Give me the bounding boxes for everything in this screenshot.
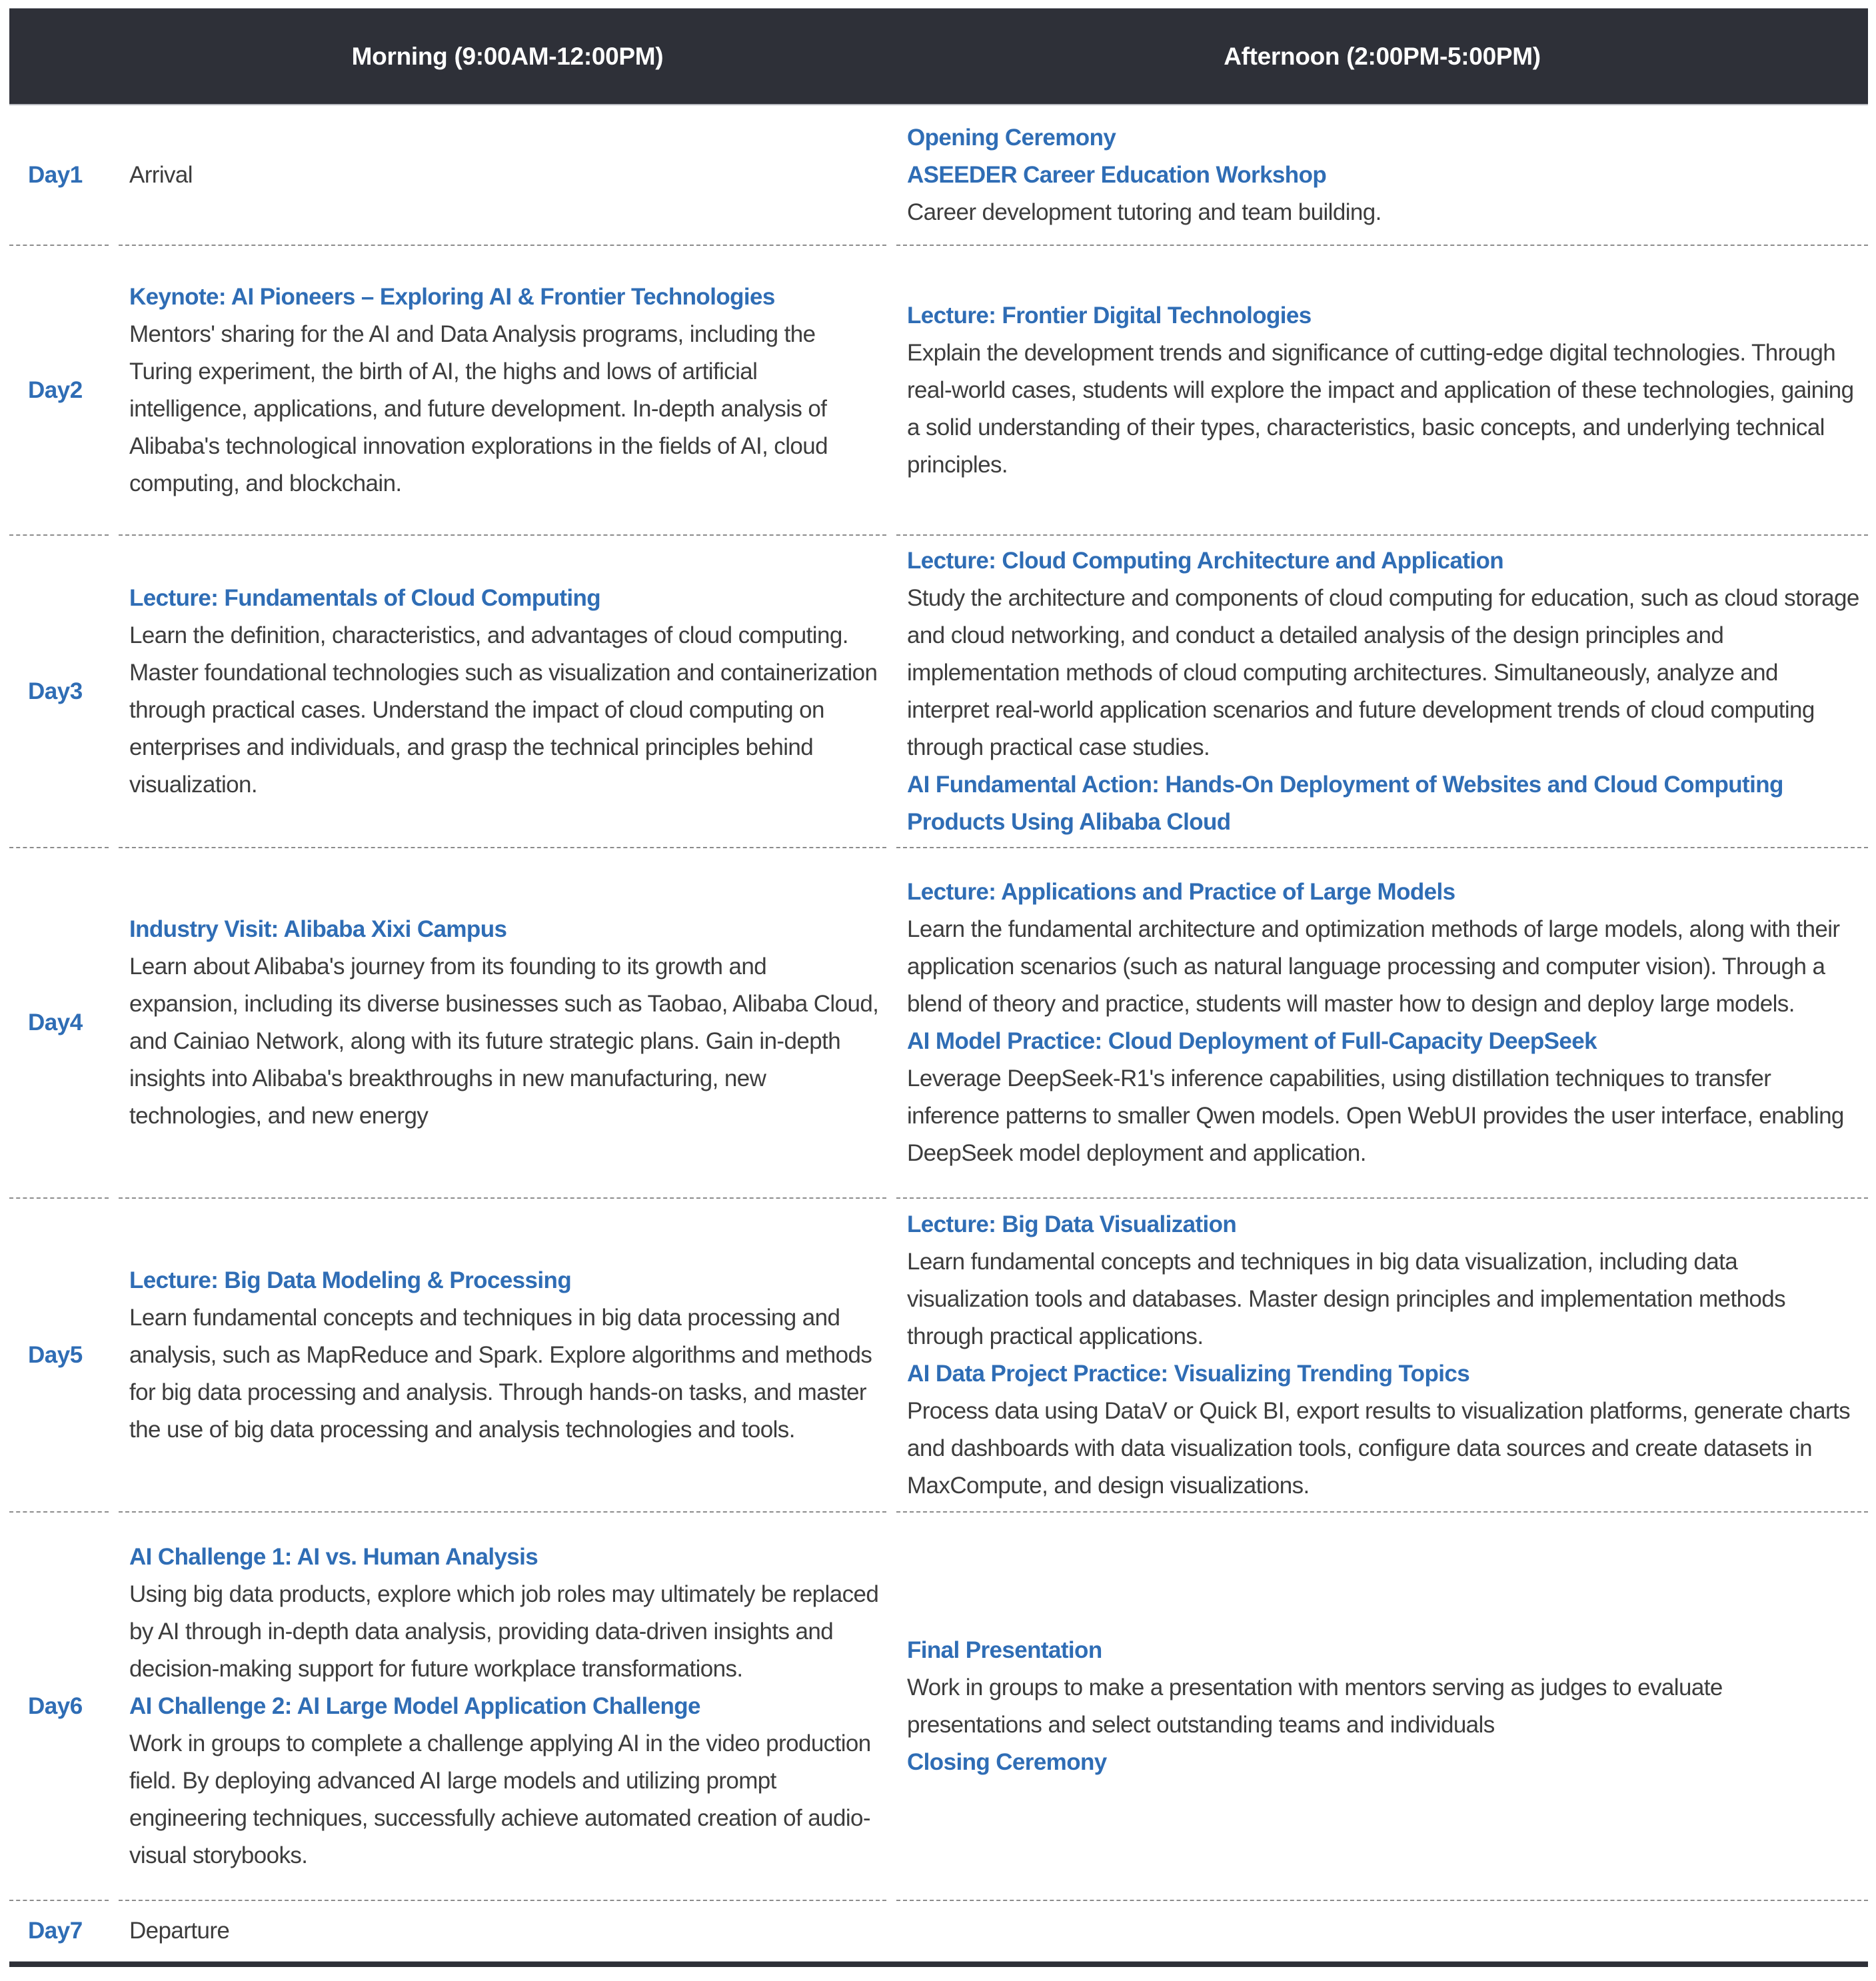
afternoon-cell bbox=[896, 848, 1868, 1199]
day-label: Day2 bbox=[28, 376, 83, 403]
day-cell bbox=[9, 246, 109, 536]
session-description: Work in groups to complete a challenge applying AI in the video production field. By deploying advanced AI large models and utilizing prompt engineering techniques, successfully achieve automated creation of audio-visual storybooks. bbox=[129, 1730, 871, 1868]
session-title: Lecture: Frontier Digital Technologies bbox=[907, 302, 1312, 329]
session-title: Lecture: Cloud Computing Architecture and Application bbox=[907, 547, 1504, 574]
table-body bbox=[9, 105, 1868, 1961]
session-description: Explain the development trends and significance of cutting-edge digital technologies. Through real-world cases, students will explore the impact and application of these technologies, gaining a solid understanding of their types, characteristics, basic concepts, and underlying technical principles. bbox=[907, 339, 1854, 478]
day-label: Day5 bbox=[28, 1341, 83, 1368]
table-row bbox=[9, 105, 1868, 246]
morning-cell bbox=[119, 246, 886, 536]
morning-cell bbox=[119, 1199, 886, 1513]
table-row bbox=[9, 1901, 1868, 1961]
session-title: Industry Visit: Alibaba Xixi Campus bbox=[129, 916, 507, 942]
afternoon-cell bbox=[896, 1199, 1868, 1513]
header-afternoon: Afternoon (2:00PM-5:00PM) bbox=[1224, 42, 1541, 70]
morning-cell bbox=[119, 1901, 886, 1961]
session-text: Arrival bbox=[129, 161, 193, 188]
session-description: Process data using DataV or Quick BI, export results to visualization platforms, generate charts and dashboards with data visualization tools, configure data sources and create datasets in MaxCompute, and design visualizations. bbox=[907, 1397, 1851, 1499]
day-label: Day3 bbox=[28, 678, 83, 704]
session-title: Closing Ceremony bbox=[907, 1748, 1107, 1775]
session-description: Leverage DeepSeek-R1's inference capabilities, using distillation techniques to transfer inference patterns to smaller Qwen models. Open WebUI provides the user interface, enabling DeepSeek model deployment and application. bbox=[907, 1065, 1844, 1166]
day-cell bbox=[9, 1513, 109, 1901]
schedule-table bbox=[9, 8, 1868, 1967]
table-row bbox=[9, 1199, 1868, 1513]
session-text: Departure bbox=[129, 1918, 230, 1944]
session-description: Career development tutoring and team building. bbox=[907, 199, 1382, 225]
day-cell bbox=[9, 848, 109, 1199]
session-title: ASEEDER Career Education Workshop bbox=[907, 161, 1327, 188]
session-description: Learn the definition, characteristics, and advantages of cloud computing. Master foundational technologies such as visualization and containerization through practical cases. Understand the impact of cloud computing on enterprises and individuals, and grasp the technical principles behind visualization. bbox=[129, 622, 878, 798]
session-title: Lecture: Big Data Modeling & Processing bbox=[129, 1267, 572, 1293]
day-cell bbox=[9, 536, 109, 848]
morning-cell bbox=[119, 1513, 886, 1901]
day-label: Day4 bbox=[28, 1009, 83, 1035]
session-description: Learn the fundamental architecture and optimization methods of large models, along with their application scenarios (such as natural language processing and computer vision). Through a blend of theory and practice, students will master how to design and deploy large models. bbox=[907, 916, 1840, 1017]
day-label: Day6 bbox=[28, 1692, 83, 1719]
session-title: Lecture: Fundamentals of Cloud Computing bbox=[129, 584, 601, 611]
session-description: Learn fundamental concepts and techniques in big data visualization, including data visualization tools and databases. Master design principles and implementation methods through practical applications. bbox=[907, 1248, 1786, 1349]
session-title: Lecture: Applications and Practice of Large Models bbox=[907, 879, 1455, 905]
session-title: Final Presentation bbox=[907, 1637, 1102, 1663]
session-title: Lecture: Big Data Visualization bbox=[907, 1211, 1237, 1237]
afternoon-cell bbox=[896, 246, 1868, 536]
table-row bbox=[9, 1513, 1868, 1901]
morning-cell bbox=[119, 536, 886, 848]
session-title: AI Data Project Practice: Visualizing Trending Topics bbox=[907, 1360, 1470, 1387]
day-label: Day7 bbox=[28, 1918, 83, 1944]
session-title: Keynote: AI Pioneers – Exploring AI & Frontier Technologies bbox=[129, 283, 775, 310]
morning-cell bbox=[119, 848, 886, 1199]
session-description: Study the architecture and components of cloud computing for education, such as cloud storage and cloud networking, and conduct a detailed analysis of the design principles and implementation methods of cloud computing architectures. Simultaneously, analyze and interpret real-world application scenarios and future development trends of cloud computing through practical case studies. bbox=[907, 584, 1859, 760]
session-description: Work in groups to make a presentation with mentors serving as judges to evaluate presentations and select outstanding teams and individuals bbox=[907, 1674, 1723, 1738]
afternoon-cell bbox=[896, 105, 1868, 246]
header-morning: Morning (9:00AM-12:00PM) bbox=[351, 42, 664, 70]
afternoon-cell bbox=[896, 1513, 1868, 1901]
session-description: Learn fundamental concepts and techniques in big data processing and analysis, such as MapReduce and Spark. Explore algorithms and methods for big data processing and analysis. Through hands-on tasks, and master the use of big data processing and analysis technologies and tools. bbox=[129, 1304, 872, 1443]
table-row bbox=[9, 246, 1868, 536]
day-label: Day1 bbox=[28, 161, 83, 188]
afternoon-cell bbox=[896, 1901, 1868, 1961]
table-row bbox=[9, 848, 1868, 1199]
session-title: AI Model Practice: Cloud Deployment of Full-Capacity DeepSeek bbox=[907, 1028, 1597, 1054]
session-description: Mentors' sharing for the AI and Data Analysis programs, including the Turing experiment, the birth of AI, the highs and lows of artificial intelligence, applications, and future development. In-depth analysis of Alibaba's technological innovation explorations in the fields of AI, cloud computing, and blockchain. bbox=[129, 321, 828, 496]
day-cell bbox=[9, 105, 109, 246]
day-cell bbox=[9, 1901, 109, 1961]
session-title: AI Challenge 2: AI Large Model Application Challenge bbox=[129, 1692, 700, 1719]
table-header bbox=[9, 8, 1868, 105]
session-description: Using big data products, explore which job roles may ultimately be replaced by AI through in-depth data analysis, providing data-driven insights and decision-making support for future workplace transformations. bbox=[129, 1581, 879, 1682]
afternoon-cell bbox=[896, 536, 1868, 848]
session-title: AI Fundamental Action: Hands-On Deployment of Websites and Cloud Computing Products Using Alibaba Cloud bbox=[907, 771, 1783, 835]
morning-cell bbox=[119, 105, 886, 246]
day-cell bbox=[9, 1199, 109, 1513]
table-bottom-rule bbox=[9, 1961, 1868, 1967]
session-title: Opening Ceremony bbox=[907, 124, 1116, 151]
session-description: Learn about Alibaba's journey from its founding to its growth and expansion, including its diverse businesses such as Taobao, Alibaba Cloud, and Cainiao Network, along with its future strategic plans. Gain in-depth insights into Alibaba's breakthroughs in new manufacturing, new technologies, and new energy bbox=[129, 954, 879, 1129]
session-title: AI Challenge 1: AI vs. Human Analysis bbox=[129, 1543, 538, 1570]
table-row bbox=[9, 536, 1868, 848]
